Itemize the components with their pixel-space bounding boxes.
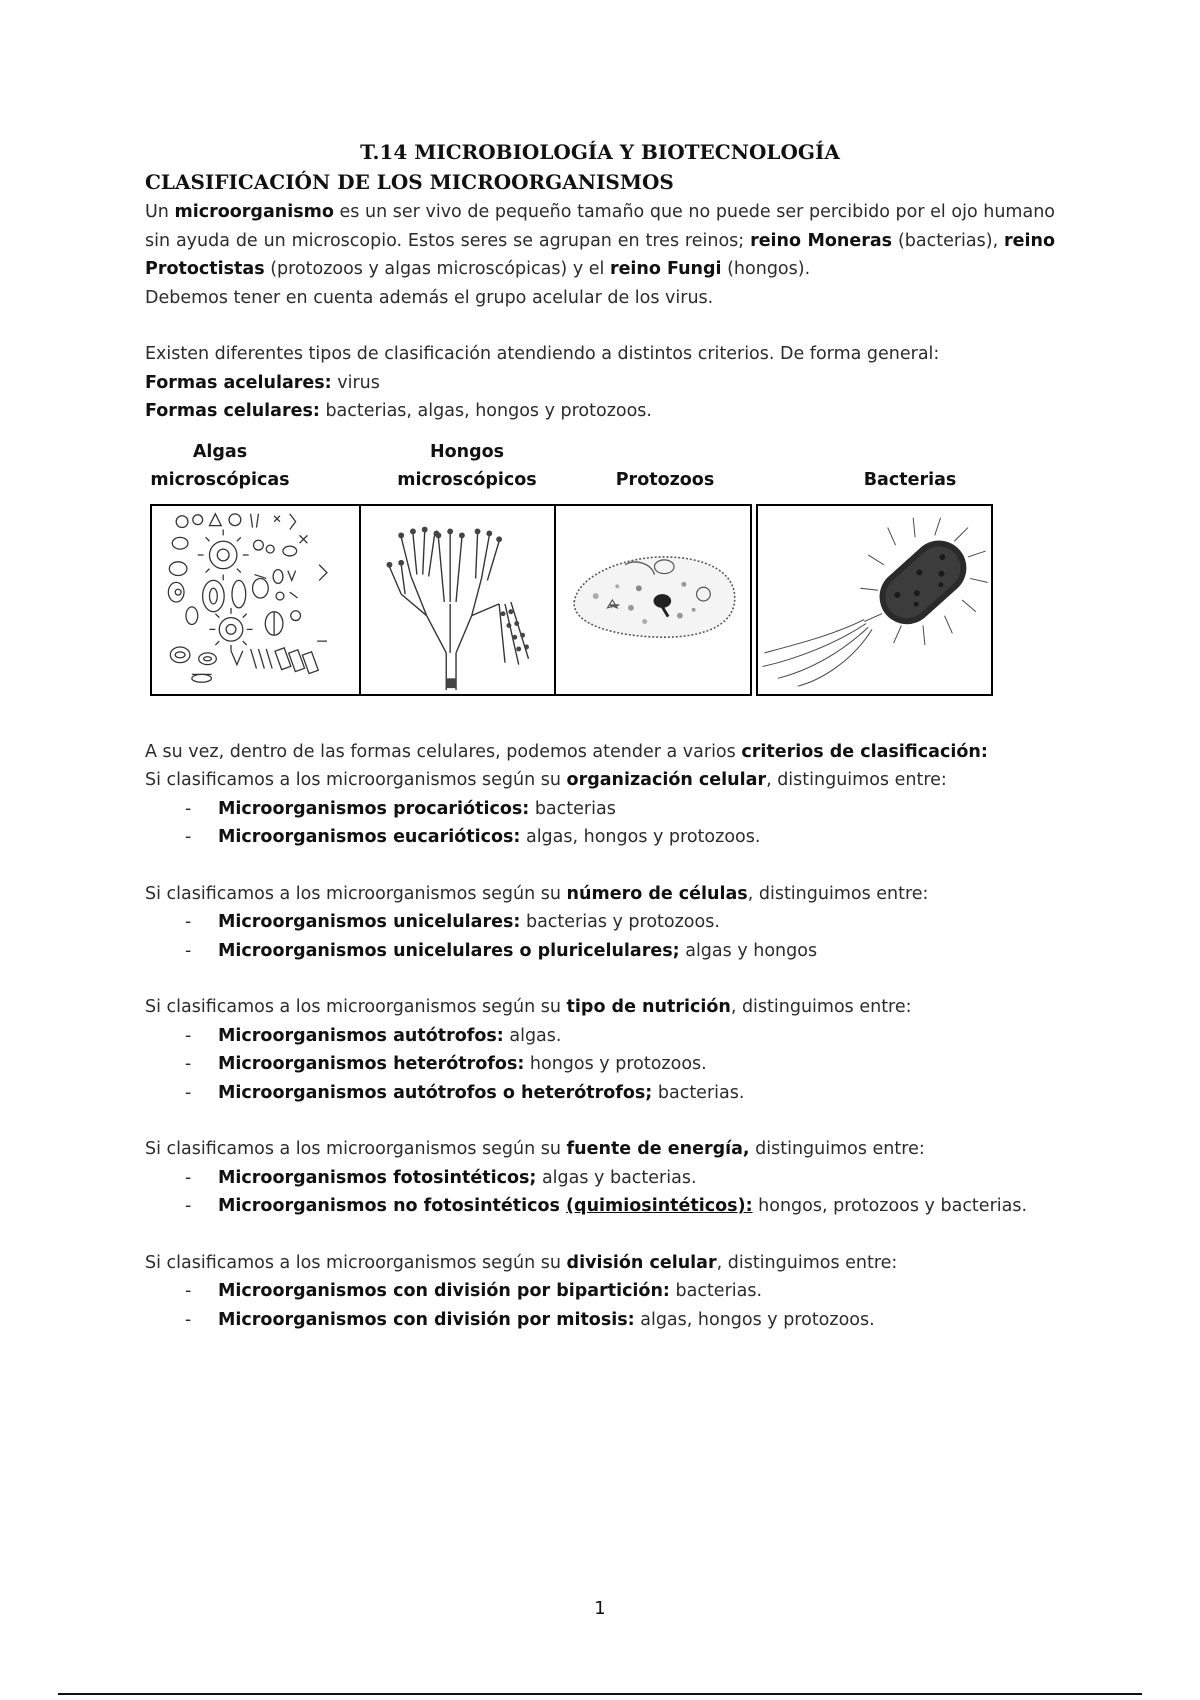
footer-rule [58,1693,1142,1695]
bacteria-image [756,504,993,696]
criterion-heading: Si clasificamos a los microorganismos según su tipo de nutrición, distinguimos entre: [145,997,912,1017]
criterion-heading: Si clasificamos a los microorganismos según su fuente de energía, distinguimos entre: [145,1139,925,1159]
criteria-intro: A su vez, dentro de las formas celulares, podemos atender a varios criterios de clasificación: [145,741,988,762]
criterion-block [145,880,1055,966]
protozoa-image [555,504,752,696]
cellular-forms: Formas celulares: bacterias, algas, hongos y protozoos. [145,401,652,421]
fungi-image [360,504,555,696]
label-fungi: Hongos microscópicos [397,441,537,490]
section-title: CLASIFICACIÓN DE LOS MICROORGANISMOS [145,170,674,194]
criterion-list [145,795,1055,852]
algae-image [150,504,360,696]
list-item: - Microorganismos procarióticos: bacterias [185,795,1055,824]
criterion-list [145,1164,1055,1221]
criterion-block [145,993,1055,1107]
criterion-block [145,766,1055,852]
list-item: - Microorganismos autótrofos: algas. [185,1022,1055,1051]
label-algae: Algas microscópicas [150,441,290,490]
list-item: - Microorganismos fotosintéticos; algas y bacterias. [185,1164,1055,1193]
list-item: - Microorganismos heterótrofos: hongos y protozoos. [185,1050,1055,1079]
list-item: - Microorganismos unicelulares: bacterias y protozoos. [185,908,1055,937]
criterion-block [145,1135,1055,1221]
virus-note: Debemos tener en cuenta además el grupo acelular de los virus. [145,287,714,308]
label-protozoa: Protozoos [615,469,715,490]
microorganism-figure [145,504,1055,700]
bacterium-flagella-image [758,506,991,694]
list-item: - Microorganismos unicelulares o pluricelulares; algas y hongos [185,937,1055,966]
algae-drawing [152,506,359,694]
criterion-list [145,1277,1055,1334]
list-item: - Microorganismos no fotosintéticos (quimiosintéticos): hongos, protozoos y bacterias. [185,1192,1055,1221]
acellular-forms: Formas acelulares: virus [145,372,380,393]
document-page [145,140,1055,1334]
paramecium-drawing [556,506,750,694]
fungi-conidiophore-drawing [361,506,554,694]
criterion-heading: Si clasificamos a los microorganismos según su organización celular, distinguimos entre: [145,770,947,790]
document-title: T.14 MICROBIOLOGÍA Y BIOTECNOLOGÍA [360,140,840,164]
intro-paragraph: Un microorganismo es un ser vivo de pequeño tamaño que no puede ser percibido por el ojo humano sin ayuda de un microscopio. Estos seres se agrupan en tres reinos; reino Moneras (bacterias), reino Protoctistas (protozoos y algas microscópicas) y el reino Fungi (hongos). [145,202,1056,279]
classification-intro: Existen diferentes tipos de clasificación atendiendo a distintos criterios. De forma general: [145,344,940,364]
criterion-block [145,1249,1055,1335]
criterion-heading: Si clasificamos a los microorganismos según su división celular, distinguimos entre: [145,1252,898,1273]
list-item: - Microorganismos eucarióticos: algas, hongos y protozoos. [185,823,1055,852]
criterion-list [145,908,1055,965]
page-number: 1 [594,1598,606,1619]
criterion-list [145,1022,1055,1108]
label-bacteria: Bacterias [863,469,957,490]
list-item: - Microorganismos con división por mitosis: algas, hongos y protozoos. [185,1306,1055,1335]
criterion-heading: Si clasificamos a los microorganismos según su número de células, distinguimos entre: [145,883,929,904]
list-item: - Microorganismos autótrofos o heterótrofos; bacterias. [185,1079,1055,1108]
list-item: - Microorganismos con división por bipartición: bacterias. [185,1277,1055,1306]
figure-labels [145,438,1055,504]
